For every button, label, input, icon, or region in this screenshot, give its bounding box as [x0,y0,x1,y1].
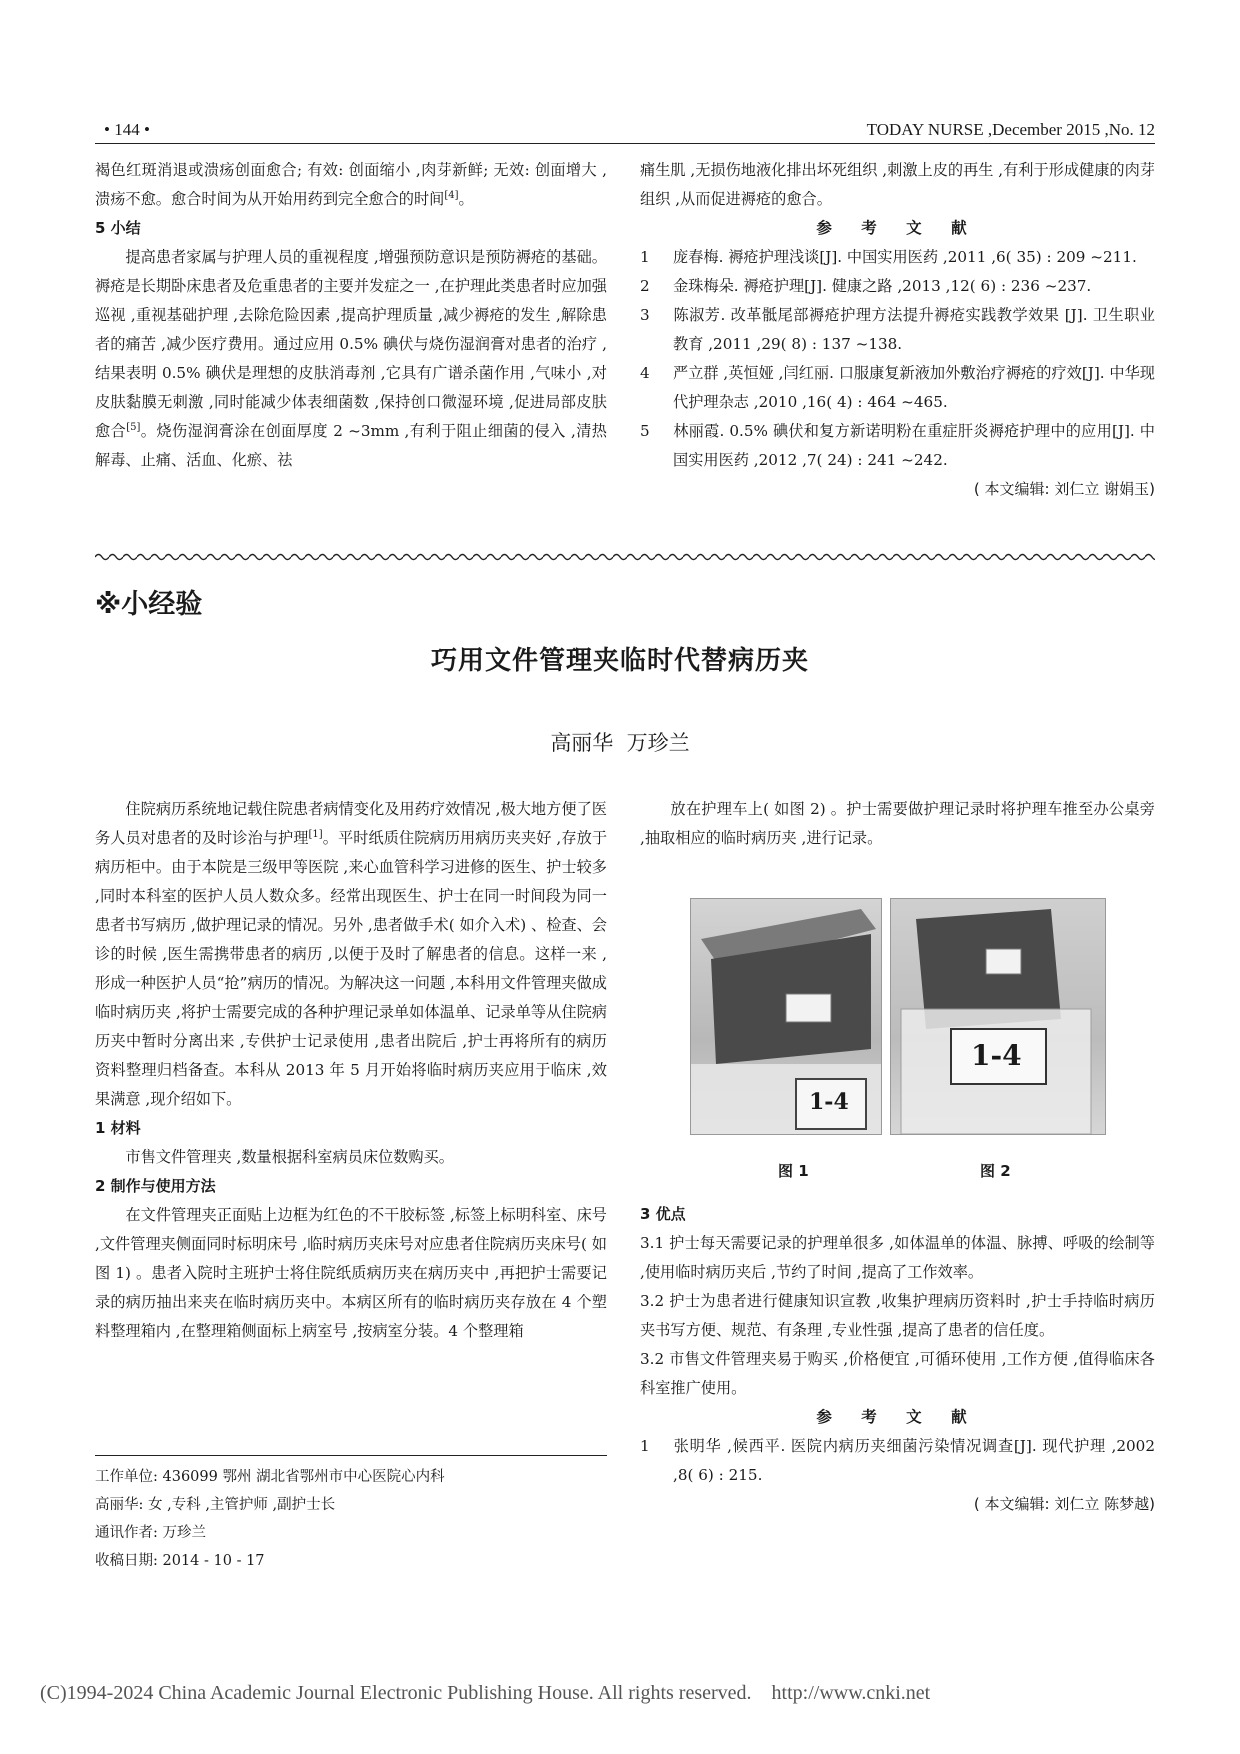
section-label: ※小经验 [95,589,203,620]
prev-article-left-column [95,156,607,475]
paragraph: 褐色红斑消退或溃疡创面愈合; 有效: 创面缩小 ,肉芽新鲜; 无效: 创面增大 ,溃疡不愈。愈合时间为从开始用药到完全愈合的时间[4]。 [95,161,607,208]
paragraph: 提高患者家属与护理人员的重视程度 ,增强预防意识是预防褥疮的基础。褥疮是长期卧床患者及危重患者的主要并发症之一 ,在护理此类患者时应加强巡视 ,重视基础护理 ,去除危险因素 ,提高护理质量 ,减少褥疮的发生 ,解除患者的痛苦 ,减少医疗费用。通过应用 0.5% 碘伏与烧伤湿润膏对患者的治疗 ,结果表明 0.5% 碘伏是理想的皮肤消毒剂 ,它具有广谱杀菌作用 ,气味小 ,对皮肤黏膜无刺激 ,同时能减少体表细菌数 ,保持创口微湿环境 ,促进局部皮肤愈合[5]。烧伤湿润膏涂在创面厚度 2 ~3mm ,有利于阻止细菌的侵入 ,清热解毒、止痛、活血、化瘀、祛 [95,248,607,469]
article-right-column-top [640,795,1155,853]
reference-item: 1 庞春梅. 褥疮护理浅谈[J]. 中国实用医药 ,2011 ,6( 35) : 209 ~211. [640,248,1137,266]
paragraph: 市售文件管理夹 ,数量根据科室病员床位数购买。 [125,1148,454,1166]
paragraph: 在文件管理夹正面贴上边框为红色的不干胶标签 ,标签上标明科室、床号 ,文件管理夹侧面同时标明床号 ,临时病历夹床号对应患者住院病历夹床号( 如图 1) 。患者入院时主班护士将住院纸质病历夹在病历夹中 ,再把护士需要记录的病历抽出来夹在临时病历夹中。本病区所有的临时病历夹存放在 4 个塑料整理箱内 ,在整理箱侧面标上病室号 ,按病室分装。4 个整理箱 [95,1206,607,1340]
box-label: 1-4 [809,1089,849,1115]
box-label: 1-4 [971,1039,1022,1072]
paragraph: 放在护理车上( 如图 2) 。护士需要做护理记录时将护理车推至办公桌旁 ,抽取相应的临时病历夹 ,进行记录。 [640,800,1155,847]
authors: 高丽华 万珍兰 [550,731,690,755]
footnote [95,1463,607,1575]
paragraph: 3.1 护士每天需要记录的护理单很多 ,如体温单的体温、脉搏、呼吸的绘制等 ,使用临时病历夹后 ,节约了时间 ,提高了工作效率。 [640,1234,1155,1281]
reference-item: 4 严立群 ,英恒娅 ,闫红丽. 口服康复新液加外敷治疗褥疮的疗效[J]. 中华现代护理杂志 ,2010 ,16( 4) : 464 ~465. [640,364,1155,411]
reference-item: 2 金珠梅朵. 褥疮护理[J]. 健康之路 ,2013 ,12( 6) : 236 ~237. [640,277,1092,295]
article-right-column-bottom [640,1200,1155,1519]
footnote-line: 高丽华: 女 ,专科 ,主管护师 ,副护士长 [95,1497,336,1513]
article-left-column [95,795,607,1346]
journal-header: TODAY NURSE ,December 2015 ,No. 12 [866,120,1155,139]
editor-note: ( 本文编辑: 刘仁立 陈梦越) [973,1495,1155,1513]
figure-2-photo [890,898,1106,1135]
paragraph: 痛生肌 ,无损伤地液化排出坏死组织 ,刺激上皮的再生 ,有利于形成健康的肉芽组织 ,从而促进褥疮的愈合。 [640,161,1155,208]
figure-2-caption: 图 2 [980,1162,1011,1180]
wavy-separator [95,552,1155,562]
copyright-footer: (C)1994-2024 China Academic Journal Electronic Publishing House. All rights reserved. http://www.cnki.net [40,1682,931,1704]
footnote-rule [95,1455,607,1456]
footnote-line: 工作单位: 436099 鄂州 湖北省鄂州市中心医院心内科 [95,1469,445,1485]
section-heading: 3 优点 [640,1205,686,1223]
references-heading: 参 考 文 献 [816,1408,979,1426]
editor-note: ( 本文编辑: 刘仁立 谢娟玉) [973,480,1155,498]
references-heading: 参 考 文 献 [816,219,979,237]
paragraph: 住院病历系统地记载住院患者病情变化及用药疗效情况 ,极大地方便了医务人员对患者的及时诊治与护理[1]。平时纸质住院病历用病历夹夹好 ,存放于病历柜中。由于本院是三级甲等医院 ,来心血管科学习进修的医生、护士较多 ,同时本科室的医护人员人数众多。经常出现医生、护士在同一时间段为同一患者书写病历 ,做护理记录的情况。另外 ,患者做手术( 如介入术) 、检查、会诊的时候 ,医生需携带患者的病历 ,以便于及时了解患者的信息。这样一来 ,形成一种医护人员“抢”病历的情况。为解决这一问题 ,本科用文件管理夹做成临时病历夹 ,将护士需要完成的各种护理记录单如体温单、记录单等从住院病历夹中暂时分离出来 ,专供护士记录使用 ,患者出院后 ,护士再将所有的病历资料整理归档备查。本科从 2013 年 5 月开始将临时病历夹应用于临床 ,效果满意 ,现介绍如下。 [95,800,608,1108]
section-heading: 2 制作与使用方法 [95,1177,216,1195]
reference-item: 3 陈淑芳. 改革骶尾部褥疮护理方法提升褥疮实践教学效果 [J]. 卫生职业教育 ,2011 ,29( 8) : 137 ~138. [640,306,1155,353]
footnote-line: 通讯作者: 万珍兰 [95,1525,206,1541]
article-title: 巧用文件管理夹临时代替病历夹 [430,646,809,676]
page-number: • 144 • [104,120,150,139]
header-rule [95,143,1155,144]
paragraph: 3.2 护士为患者进行健康知识宣教 ,收集护理病历资料时 ,护士手持临时病历夹书写方便、规范、有条理 ,专业性强 ,提高了患者的信任度。 [640,1292,1155,1339]
figure-1-caption: 图 1 [778,1162,809,1180]
section-heading: 5 小结 [95,219,141,237]
section-heading: 1 材料 [95,1119,141,1137]
figure-1-photo [690,898,882,1135]
paragraph: 3.2 市售文件管理夹易于购买 ,价格便宜 ,可循环使用 ,工作方便 ,值得临床各科室推广使用。 [640,1350,1155,1397]
footnote-line: 收稿日期: 2014 - 10 - 17 [95,1553,265,1569]
reference-item: 1 张明华 ,候西平. 医院内病历夹细菌污染情况调查[J]. 现代护理 ,2002 ,8( 6) : 215. [640,1437,1155,1484]
prev-article-right-column [640,156,1155,504]
reference-item: 5 林丽霞. 0.5% 碘伏和复方新诺明粉在重症肝炎褥疮护理中的应用[J]. 中国实用医药 ,2012 ,7( 24) : 241 ~242. [640,422,1155,469]
